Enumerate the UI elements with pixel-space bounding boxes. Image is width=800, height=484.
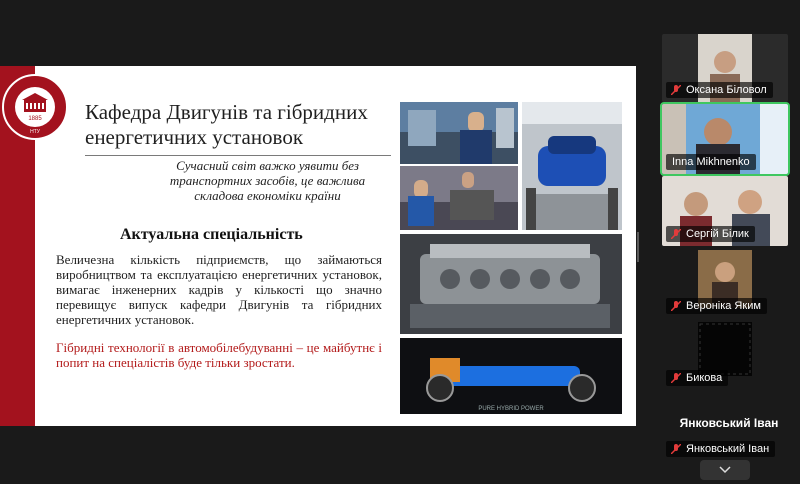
- svg-text:PURE HYBRID POWER: PURE HYBRID POWER: [478, 406, 544, 412]
- participant-name: Оксана Біловол: [666, 82, 773, 98]
- participant-name: Inna Mikhnenko: [666, 154, 756, 170]
- factory-worker-photo: [400, 102, 518, 164]
- participant-tile[interactable]: [662, 34, 788, 102]
- section-heading: Актуальна спеціальність: [120, 226, 303, 243]
- participant-tile[interactable]: [662, 176, 788, 246]
- participant-name: Сергій Білик: [666, 226, 755, 242]
- participant-tile-active[interactable]: [662, 104, 788, 174]
- university-logo: [2, 74, 68, 140]
- participant-name: Бикова: [666, 370, 728, 386]
- shared-slide: [0, 66, 636, 426]
- body-paragraph: Величезна кількість підприємств, що займаються виробництвом та експлуатацією енергетичних установок, вимагає інженерних кадрів у кількості що значно перевищує випуск кафедри Двигунів та гібридних енергетичних установок.: [56, 252, 382, 327]
- slide-title: Кафедра Двигунів та гібридних енергетичних установок: [85, 100, 368, 149]
- hybrid-chassis-photo: [400, 338, 622, 414]
- chevron-down-icon: [718, 465, 732, 475]
- panel-resize-handle[interactable]: [637, 232, 639, 262]
- participant-tile[interactable]: [662, 322, 788, 390]
- muted-mic-icon: [671, 373, 681, 383]
- engine-assembly-photo: [400, 166, 518, 230]
- muted-mic-icon: [671, 444, 681, 454]
- muted-mic-icon: [671, 301, 681, 311]
- title-divider: [85, 155, 391, 156]
- slide-subtitle: Сучасний світ важко уявити без транспортних засобів, це важлива складова економіки країни: [169, 158, 366, 203]
- muted-mic-icon: [671, 229, 681, 239]
- muted-mic-icon: [671, 85, 681, 95]
- scroll-down-button[interactable]: [700, 460, 750, 480]
- participant-tile[interactable]: [662, 250, 788, 318]
- participant-name: Вероніка Яким: [666, 298, 767, 314]
- svg-text:НТУ: НТУ: [30, 129, 40, 135]
- featured-participant-name: Янковський Іван: [679, 416, 779, 430]
- participant-name: Янковський Іван: [666, 441, 775, 457]
- participant-tile[interactable]: [662, 440, 788, 458]
- engine-closeup-photo: [400, 234, 622, 334]
- svg-text:1885: 1885: [28, 116, 42, 122]
- blue-car-lift-photo: [522, 102, 622, 230]
- highlight-paragraph: Гібридні технології в автомобілебудуванні – це майбутнє і попит на спеціалістів буде тільки зростати.: [56, 340, 382, 370]
